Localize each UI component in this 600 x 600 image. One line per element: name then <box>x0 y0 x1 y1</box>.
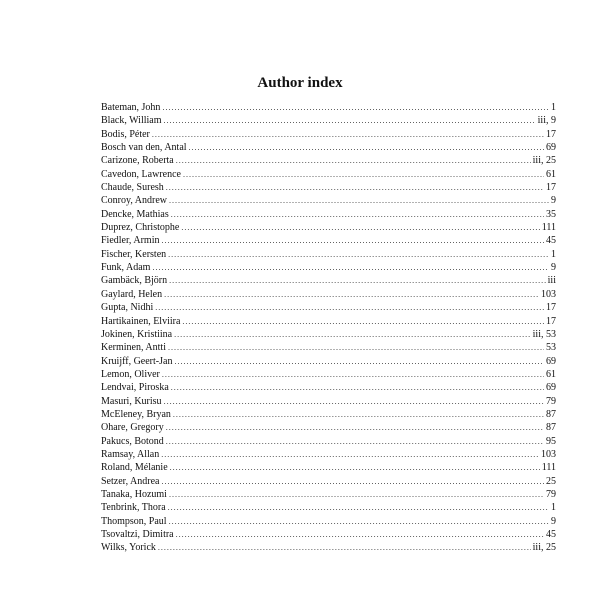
page-numbers: iii, 9 <box>537 115 556 127</box>
dot-leader <box>189 141 544 154</box>
index-entry <box>101 448 556 461</box>
index-entry <box>101 475 556 488</box>
index-entry <box>101 421 556 434</box>
dot-leader <box>158 541 531 554</box>
author-name: Bateman, John <box>101 102 161 113</box>
index-entry <box>101 501 556 514</box>
page-numbers: 111 <box>541 222 556 234</box>
index-entry <box>101 194 556 207</box>
dot-leader <box>182 315 544 328</box>
page-numbers: 53 <box>546 342 556 354</box>
author-name: Duprez, Christophe <box>101 222 180 234</box>
author-name: Bosch van den, Antal <box>101 142 187 154</box>
author-name: Gambäck, Björn <box>101 275 168 287</box>
dot-leader <box>173 408 544 421</box>
index-entry <box>101 368 556 381</box>
dot-leader <box>166 435 544 448</box>
page-numbers: 1 <box>551 102 556 113</box>
author-name: Roland, Mélanie <box>101 462 168 474</box>
index-entry <box>101 181 556 194</box>
index-entry <box>101 515 556 528</box>
page-numbers: 9 <box>551 515 556 527</box>
page-numbers: 61 <box>546 168 556 180</box>
author-name: Masuri, Kurisu <box>101 395 162 407</box>
dot-leader <box>169 488 544 501</box>
index-entry <box>101 274 556 287</box>
dot-leader <box>164 114 536 127</box>
index-entry <box>101 435 556 448</box>
page-numbers: 35 <box>546 208 556 220</box>
page-numbers: 103 <box>541 288 556 300</box>
index-entry <box>101 381 556 394</box>
dot-leader <box>155 301 544 314</box>
page-numbers: 87 <box>546 408 556 420</box>
dot-leader <box>162 101 549 114</box>
author-name: Lendvai, Piroska <box>101 382 169 394</box>
dot-leader <box>169 274 546 287</box>
author-index-list <box>101 101 556 555</box>
page-numbers: 87 <box>546 422 556 434</box>
dot-leader <box>166 421 544 434</box>
author-name: Tenbrink, Thora <box>101 502 166 514</box>
dot-leader <box>181 221 539 234</box>
author-name: Dencke, Mathias <box>101 208 169 220</box>
dot-leader <box>183 168 544 181</box>
dot-leader <box>161 475 544 488</box>
page-numbers: iii <box>547 275 556 287</box>
author-name: Fiedler, Armin <box>101 235 160 247</box>
author-name: Jokinen, Kristiina <box>101 328 173 340</box>
page-numbers: iii, 53 <box>532 328 556 340</box>
page-numbers: 17 <box>546 302 556 314</box>
index-entry <box>101 154 556 167</box>
page-numbers: 17 <box>546 315 556 327</box>
author-name: Tsovaltzi, Dimitra <box>101 529 174 540</box>
page-numbers: 69 <box>546 142 556 154</box>
dot-leader <box>174 328 531 341</box>
dot-leader <box>174 355 544 368</box>
dot-leader <box>166 181 544 194</box>
page-numbers: 17 <box>546 128 556 140</box>
dot-leader <box>176 528 544 541</box>
index-entry <box>101 355 556 368</box>
author-name: Pakucs, Botond <box>101 435 164 447</box>
index-entry <box>101 248 556 261</box>
index-entry <box>101 488 556 501</box>
index-entry <box>101 114 556 127</box>
index-entry <box>101 141 556 154</box>
author-name: Funk, Adam <box>101 262 151 274</box>
author-name: Hartikainen, Elviira <box>101 315 181 327</box>
index-entry <box>101 408 556 421</box>
index-entry <box>101 328 556 341</box>
dot-leader <box>168 501 549 514</box>
index-entry <box>101 395 556 408</box>
index-entry <box>101 315 556 328</box>
author-name: Kerminen, Antti <box>101 342 166 354</box>
index-entry <box>101 128 556 141</box>
author-name: Fischer, Kersten <box>101 248 167 260</box>
index-entry <box>101 301 556 314</box>
dot-leader <box>176 154 531 167</box>
index-entry <box>101 221 556 234</box>
index-entry <box>101 541 556 554</box>
dot-leader <box>152 261 549 274</box>
page-numbers: 45 <box>546 529 556 540</box>
dot-leader <box>168 248 549 261</box>
page-numbers: 69 <box>546 355 556 367</box>
page-numbers: 69 <box>546 382 556 394</box>
page-numbers: 79 <box>546 488 556 500</box>
author-name: Chaude, Suresh <box>101 182 164 194</box>
dot-leader <box>169 515 549 528</box>
page-numbers: iii, 25 <box>532 155 556 167</box>
page-numbers: 79 <box>546 395 556 407</box>
index-entry <box>101 234 556 247</box>
page-numbers: 25 <box>546 475 556 487</box>
dot-leader <box>164 395 544 408</box>
page-numbers: 61 <box>546 368 556 380</box>
index-entry <box>101 528 556 541</box>
page-numbers: 45 <box>546 235 556 247</box>
page-numbers: 95 <box>546 435 556 447</box>
index-entry <box>101 208 556 221</box>
author-name: McEleney, Bryan <box>101 408 171 420</box>
index-entry <box>101 101 556 114</box>
dot-leader <box>161 448 539 461</box>
author-name: Gaylard, Helen <box>101 288 163 300</box>
dot-leader <box>171 381 544 394</box>
dot-leader <box>168 341 544 354</box>
author-name: Thompson, Paul <box>101 515 167 527</box>
author-name: Wilks, Yorick <box>101 542 156 554</box>
page-numbers: 1 <box>551 248 556 260</box>
dot-leader <box>171 208 544 221</box>
page-numbers: 111 <box>541 462 556 474</box>
author-name: Black, William <box>101 115 162 127</box>
author-name: Conroy, Andrew <box>101 195 168 207</box>
author-name: Bodis, Péter <box>101 128 150 140</box>
dot-leader <box>161 234 544 247</box>
author-name: Lemon, Oliver <box>101 368 160 380</box>
author-name: Tanaka, Hozumi <box>101 488 167 500</box>
page-numbers: 9 <box>551 262 556 274</box>
page-title: Author index <box>257 75 343 91</box>
index-entry <box>101 261 556 274</box>
author-name: Ohare, Gregory <box>101 422 164 434</box>
index-entry <box>101 288 556 301</box>
index-entry <box>101 341 556 354</box>
dot-leader <box>170 461 540 474</box>
author-name: Carizone, Roberta <box>101 155 174 167</box>
page-numbers: 9 <box>551 195 556 207</box>
page-numbers: 1 <box>551 502 556 514</box>
author-name: Ramsay, Allan <box>101 448 160 460</box>
author-name: Setzer, Andrea <box>101 475 160 487</box>
author-name: Cavedon, Lawrence <box>101 168 181 180</box>
author-name: Kruijff, Geert-Jan <box>101 355 173 367</box>
page-numbers: 103 <box>541 448 556 460</box>
index-entry <box>101 461 556 474</box>
page-numbers: 17 <box>546 182 556 194</box>
dot-leader <box>169 194 549 207</box>
dot-leader <box>152 128 544 141</box>
dot-leader <box>162 368 544 381</box>
page-numbers: iii, 25 <box>532 542 556 554</box>
author-name: Gupta, Nidhi <box>101 302 154 314</box>
index-entry <box>101 168 556 181</box>
dot-leader <box>164 288 539 301</box>
